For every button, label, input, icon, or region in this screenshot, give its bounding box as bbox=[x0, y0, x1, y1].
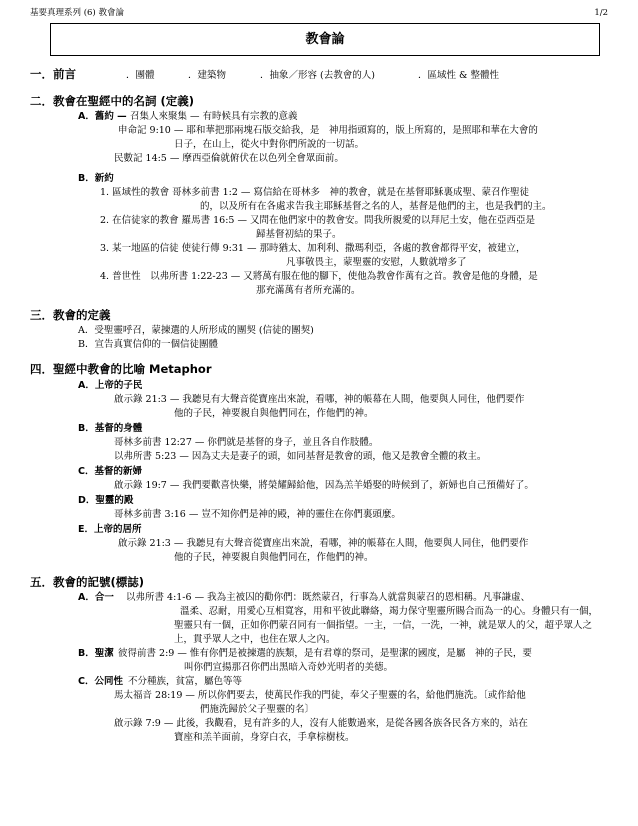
scripture-line: 民數記 14:5 — 摩西亞倫就俯伏在以色列全會眾面前。 bbox=[114, 153, 344, 164]
scripture-line: 凡事敬畏主，蒙聖靈的安慰，人數就增多了 bbox=[286, 257, 467, 268]
definition-line: B．宣告真實信仰的一個信徒團體 bbox=[78, 339, 218, 350]
scripture-line: 申命記 9:10 — 耶和華把那兩塊石版交給我，是 神用指頭寫的，版上所寫的，是照耶和華在大會的 bbox=[118, 125, 538, 136]
scripture-line: 他的子民，神要親自與他們同在，作他們的神。 bbox=[174, 408, 374, 419]
section-heading: 二．教會在聖經中的名詞 (定義) bbox=[30, 94, 195, 108]
scripture-line: 們施洗歸於父子聖靈的名〕 bbox=[200, 704, 315, 715]
scripture-line: 4. 普世性 以弗所書 1:22-23 — 又將萬有服在他的腳下，使他為教會作萬有之首。教會是他的身體，是 bbox=[100, 271, 538, 282]
section-heading: 三．教會的定義 bbox=[30, 308, 111, 322]
scripture-line: 的，以及所有在各處求告我主耶穌基督之名的人，基督是他們的主，也是我們的主。 bbox=[200, 201, 552, 212]
definition-line: A．受聖靈呼召，蒙揀選的人所形成的團契 (信徒的團契) bbox=[78, 325, 314, 336]
subsection-old-testament bbox=[78, 110, 618, 124]
scripture-line: 彼得前書 2:9 — 惟有你們是被揀選的族類，是有君尊的祭司，是聖潔的國度，是屬 神的子民，要 bbox=[118, 648, 532, 659]
subsection-label: E．上帝的居所 bbox=[78, 524, 142, 535]
subsection-label: C．基督的新婦 bbox=[78, 466, 142, 477]
scripture-line: 聖靈只有一個，正如你們蒙召同有一個指望。一主，一信，一洗，一神，就是眾人的父，超乎眾人之 bbox=[174, 620, 593, 631]
document-title: 教會論 bbox=[50, 23, 600, 56]
subsection-label: A．上帝的子民 bbox=[78, 380, 143, 391]
subsection-unity bbox=[78, 591, 618, 605]
header-series-title: 基要真理系列 (6) 教會論 bbox=[30, 8, 124, 18]
subsection-label: B．新約 bbox=[78, 173, 114, 184]
scripture-line: 啟示錄 19:7 — 我們要歡喜快樂，將榮耀歸給他，因為羔羊婚娶的時候到了，新婦也自己預備好了。 bbox=[114, 480, 534, 491]
intro-item: ．抽象／形容 (去教會的人) bbox=[260, 70, 375, 81]
scripture-line: 叫你們宣揚那召你們出黑暗入奇妙光明者的美德。 bbox=[184, 662, 394, 673]
scripture-line: 溫柔、忍耐，用愛心互相寬容，用和平彼此聯絡，竭力保守聖靈所賜合而為一的心。身體只有一個， bbox=[180, 606, 599, 617]
document-body bbox=[30, 66, 618, 745]
paragraph-text: 不分種族，貧富，屬色等等 bbox=[128, 676, 243, 687]
scripture-line: 上，貫乎眾人之中，也住在眾人之內。 bbox=[174, 634, 336, 645]
subsection-label: B．基督的身體 bbox=[78, 423, 143, 434]
scripture-line: 日子，在山上，從火中對你們所說的一切話。 bbox=[174, 139, 365, 150]
scripture-line: 那充滿萬有者所充滿的。 bbox=[256, 285, 361, 296]
scripture-line: 馬太福音 28:19 — 所以你們要去，使萬民作我的門徒，奉父子聖靈的名，給他們施洗。〔或作給他 bbox=[114, 690, 526, 701]
scripture-line: 寶座和羔羊面前，身穿白衣，手拿棕樹枝。 bbox=[174, 732, 355, 743]
section-heading: 一．前言 bbox=[30, 67, 76, 81]
scripture-line: 他的子民，神要親自與他們同在，作他們的神。 bbox=[174, 552, 374, 563]
subsection-catholicity bbox=[78, 675, 618, 689]
intro-item: ．區域性 & 整體性 bbox=[418, 70, 499, 81]
section-heading: 四．聖經中教會的比喻 Metaphor bbox=[30, 362, 212, 376]
scripture-line: 啟示錄 21:3 — 我聽見有大聲音從寶座出來說，看哪，神的帳幕在人間，他要與人同住，他們要作 bbox=[118, 538, 529, 549]
scripture-line: 1. 區域性的教會 哥林多前書 1:2 — 寫信給在哥林多 神的教會，就是在基督耶穌裏成聖、蒙召作聖徒 bbox=[100, 187, 529, 198]
scripture-line: 哥林多前書 12:27 — 你們就是基督的身子，並且各自作肢體。 bbox=[114, 437, 379, 448]
page-header bbox=[30, 6, 608, 20]
section-heading: 五．教會的記號(標誌) bbox=[30, 575, 145, 589]
subsection-label: D．聖靈的殿 bbox=[78, 495, 134, 506]
scripture-line: 3. 某一地區的信徒 使徒行傳 9:31 — 那時猶太、加利利、撒瑪利亞，各處的教會都得平安，被建立， bbox=[100, 243, 526, 254]
scripture-line: 歸基督初結的果子。 bbox=[256, 229, 342, 240]
intro-item: ．團體 bbox=[126, 70, 155, 81]
scripture-line: 啟示錄 21:3 — 我聽見有大聲音從寶座出來說，看哪，神的帳幕在人間，他要與人同住，他們要作 bbox=[114, 394, 525, 405]
subsection-label: A．合一 bbox=[78, 592, 114, 603]
subsection-label: B．聖潔 bbox=[78, 648, 114, 659]
scripture-line: 以弗所書 4:1-6 — 我為主被囚的勸你們：既然蒙召，行事為人就當與蒙召的恩相稱。凡事謙虛、 bbox=[126, 592, 531, 603]
scripture-line: 2. 在信徒家的教會 羅馬書 16:5 — 又問在他們家中的教會安。問我所親愛的以拜尼土安，他在亞西亞是 bbox=[100, 215, 535, 226]
subsection-label: C．公同性 bbox=[78, 676, 123, 687]
section-intro bbox=[30, 66, 618, 84]
scripture-line: 以弗所書 5:23 — 因為丈夫是妻子的頭，如同基督是教會的頭，他又是教會全體的救主。 bbox=[114, 451, 487, 462]
paragraph-text: 召集人來聚集 — 有時候具有宗教的意義 bbox=[129, 111, 298, 122]
page-number: 1/2 bbox=[594, 8, 608, 18]
intro-item: ．建築物 bbox=[188, 70, 227, 81]
scripture-line: 哥林多前書 3:16 — 豈不知你們是神的殿，神的靈住在你們裏頭麼。 bbox=[114, 509, 401, 520]
subsection-label: A．舊約 — bbox=[78, 111, 130, 122]
subsection-holiness bbox=[78, 647, 618, 661]
scripture-line: 啟示錄 7:9 — 此後，我觀看，見有許多的人，沒有人能數過來，是從各國各族各民各方來的，站在 bbox=[114, 718, 528, 729]
